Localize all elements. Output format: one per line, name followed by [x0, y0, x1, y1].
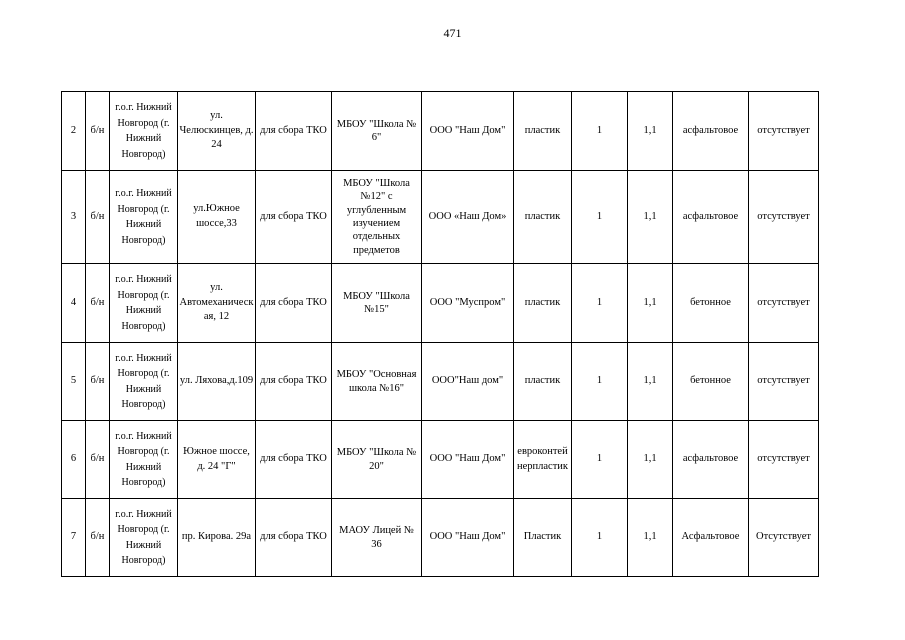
row-number-cell: 4 [62, 264, 86, 343]
container-volume-cell: 1,1 [628, 421, 673, 499]
address-cell: пр. Кирова. 29а [178, 499, 256, 577]
container-count-cell: 1 [572, 343, 628, 421]
site-code-cell: б/н [86, 171, 110, 264]
municipality-cell: г.о.г. Нижний Новгород (г. Нижний Новгород) [110, 92, 178, 171]
container-count-cell: 1 [572, 171, 628, 264]
site-code-cell: б/н [86, 421, 110, 499]
municipality-cell: г.о.г. Нижний Новгород (г. Нижний Новгород) [110, 421, 178, 499]
container-volume-cell: 1,1 [628, 499, 673, 577]
operator-cell: ООО "Муспром" [422, 264, 514, 343]
surface-type-cell: асфальтовое [673, 171, 749, 264]
fence-cell: отсутствует [749, 264, 819, 343]
row-number-cell: 2 [62, 92, 86, 171]
container-material-cell: пластик [514, 343, 572, 421]
site-code-cell: б/н [86, 343, 110, 421]
container-material-cell: евроконтейнерпластик [514, 421, 572, 499]
table-row [62, 92, 819, 171]
purpose-cell: для сбора ТКО [256, 92, 332, 171]
container-volume-cell: 1,1 [628, 343, 673, 421]
operator-cell: ООО"Наш дом" [422, 343, 514, 421]
surface-type-cell: бетонное [673, 264, 749, 343]
table-row [62, 343, 819, 421]
purpose-cell: для сбора ТКО [256, 171, 332, 264]
operator-cell: ООО «Наш Дом» [422, 171, 514, 264]
site-code-cell: б/н [86, 499, 110, 577]
table-row [62, 499, 819, 577]
row-number-cell: 7 [62, 499, 86, 577]
municipality-cell: г.о.г. Нижний Новгород (г. Нижний Новгород) [110, 343, 178, 421]
purpose-cell: для сбора ТКО [256, 499, 332, 577]
container-volume-cell: 1,1 [628, 264, 673, 343]
waste-sites-table [61, 91, 819, 577]
row-number-cell: 3 [62, 171, 86, 264]
owner-cell: МБОУ "Школа № 20" [332, 421, 422, 499]
purpose-cell: для сбора ТКО [256, 421, 332, 499]
municipality-cell: г.о.г. Нижний Новгород (г. Нижний Новгород) [110, 171, 178, 264]
address-cell: ул. Ляхова,д.109 [178, 343, 256, 421]
table-row [62, 421, 819, 499]
owner-cell: МБОУ "Школа №12" с углубленным изучением отдельных предметов [332, 171, 422, 264]
address-cell: ул. Челюскинцев, д. 24 [178, 92, 256, 171]
purpose-cell: для сбора ТКО [256, 264, 332, 343]
owner-cell: МАОУ Лицей № 36 [332, 499, 422, 577]
row-number-cell: 6 [62, 421, 86, 499]
page-number: 471 [443, 26, 462, 40]
fence-cell: отсутствует [749, 421, 819, 499]
table-row [62, 264, 819, 343]
row-number-cell: 5 [62, 343, 86, 421]
operator-cell: ООО "Наш Дом" [422, 92, 514, 171]
fence-cell: Отсутствует [749, 499, 819, 577]
owner-cell: МБОУ "Основная школа №16" [332, 343, 422, 421]
container-material-cell: Пластик [514, 499, 572, 577]
owner-cell: МБОУ "Школа № 6" [332, 92, 422, 171]
surface-type-cell: Асфальтовое [673, 499, 749, 577]
municipality-cell: г.о.г. Нижний Новгород (г. Нижний Новгород) [110, 499, 178, 577]
fence-cell: отсутствует [749, 92, 819, 171]
fence-cell: отсутствует [749, 343, 819, 421]
address-cell: ул. Автомеханическая, 12 [178, 264, 256, 343]
fence-cell: отсутствует [749, 171, 819, 264]
surface-type-cell: асфальтовое [673, 421, 749, 499]
container-material-cell: пластик [514, 264, 572, 343]
address-cell: ул.Южное шоссе,33 [178, 171, 256, 264]
table-row [62, 171, 819, 264]
site-code-cell: б/н [86, 264, 110, 343]
operator-cell: ООО "Наш Дом" [422, 421, 514, 499]
container-count-cell: 1 [572, 264, 628, 343]
container-volume-cell: 1,1 [628, 92, 673, 171]
container-count-cell: 1 [572, 421, 628, 499]
container-material-cell: пластик [514, 92, 572, 171]
surface-type-cell: бетонное [673, 343, 749, 421]
container-material-cell: пластик [514, 171, 572, 264]
container-count-cell: 1 [572, 92, 628, 171]
municipality-cell: г.о.г. Нижний Новгород (г. Нижний Новгород) [110, 264, 178, 343]
purpose-cell: для сбора ТКО [256, 343, 332, 421]
owner-cell: МБОУ "Школа №15" [332, 264, 422, 343]
surface-type-cell: асфальтовое [673, 92, 749, 171]
operator-cell: ООО "Наш Дом" [422, 499, 514, 577]
site-code-cell: б/н [86, 92, 110, 171]
container-volume-cell: 1,1 [628, 171, 673, 264]
address-cell: Южное шоссе, д. 24 "Г" [178, 421, 256, 499]
container-count-cell: 1 [572, 499, 628, 577]
